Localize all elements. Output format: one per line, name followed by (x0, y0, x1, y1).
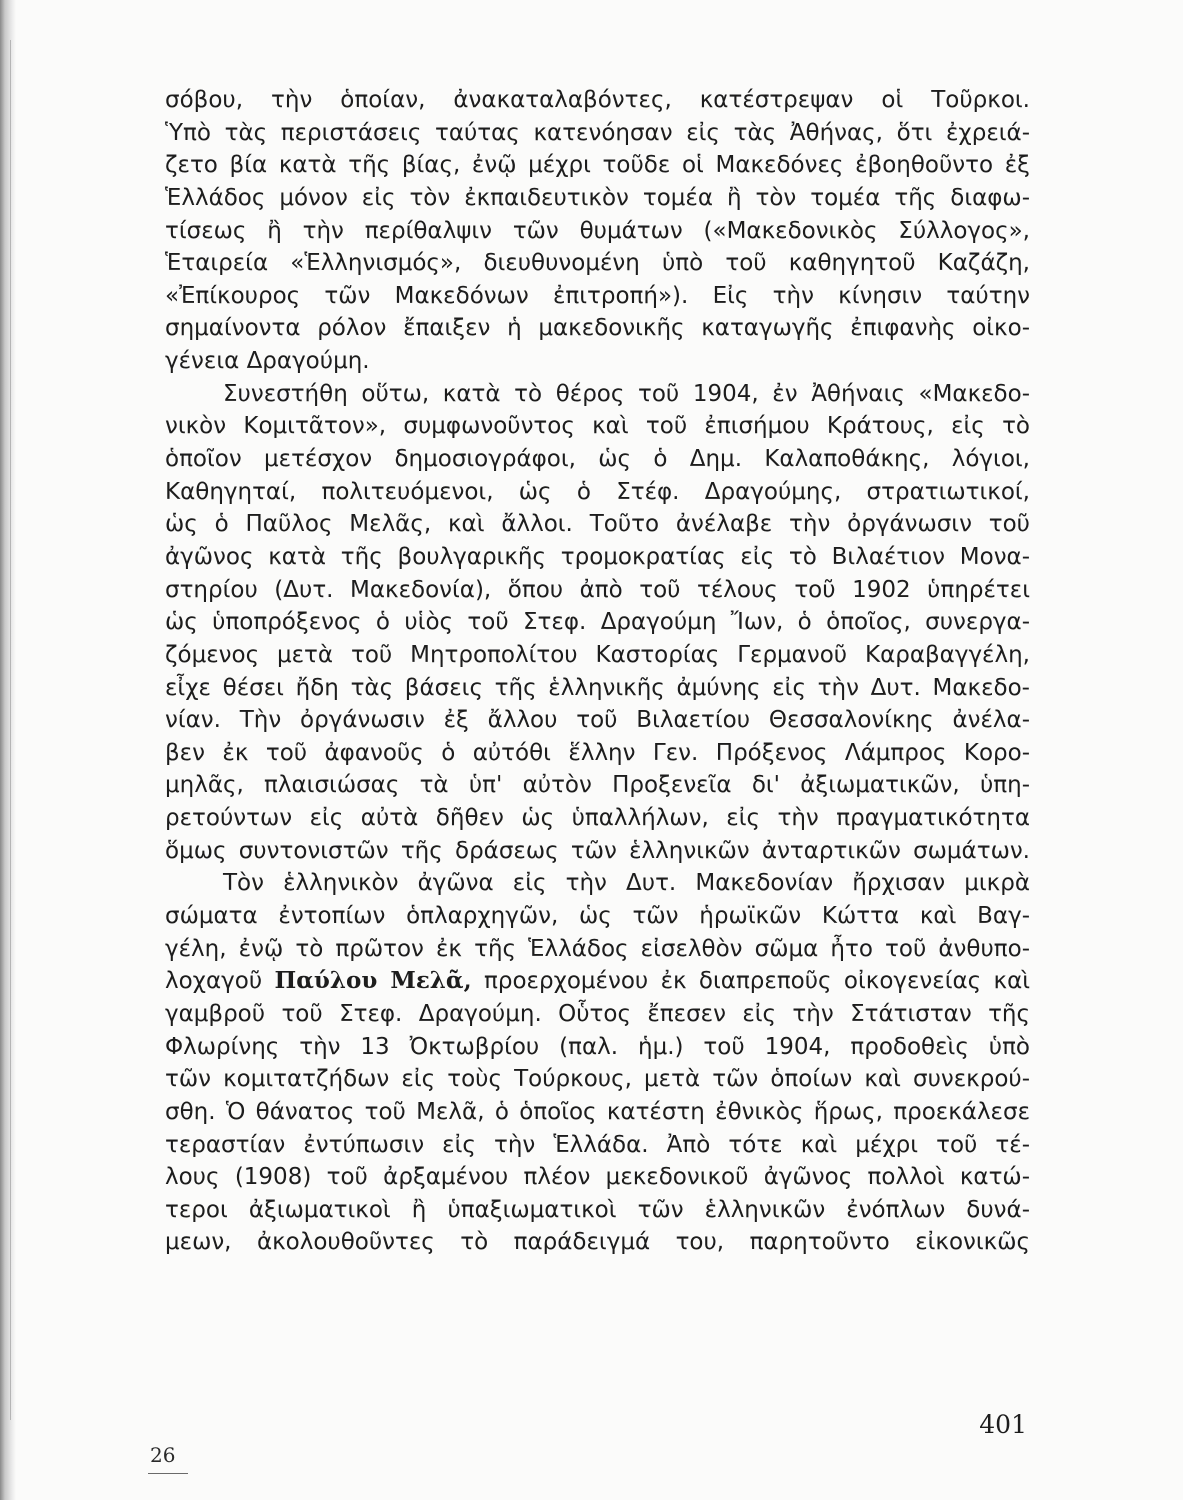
sheet-number-rule (148, 1473, 188, 1474)
body-text (165, 84, 1030, 1259)
text-line: γαμβροῦ τοῦ Στεφ. Δραγούμη. Οὗτος ἔπεσεν εἰς τὴν Στάτισταν τῆς (165, 1000, 1030, 1027)
text-line-with-name (165, 965, 1030, 998)
text-line: Ἑταιρεία «Ἑλληνισμός», διευθυνομένη ὑπὸ τοῦ καθηγητοῦ Καζάζη, (165, 250, 1030, 277)
text-line: τίσεως ἢ τὴν περίθαλψιν τῶν θυμάτων («Μακεδονικὸς Σύλλογος», (165, 217, 1030, 244)
text-line: ζετο βία κατὰ τῆς βίας, ἐνῷ μέχρι τοῦδε οἱ Μακεδόνες ἐβοηθοῦντο ἐξ (165, 152, 1030, 179)
text-line: ὁποῖον μετέσχον δημοσιογράφοι, ὡς ὁ Δημ. Καλαποθάκης, λόγιοι, (165, 446, 1030, 473)
text-line: νικὸν Κομιτᾶτον», συμφωνοῦντος καὶ τοῦ ἐπισήμου Κράτους, εἰς τὸ (165, 413, 1030, 440)
text-line: γένεια Δραγούμη. (165, 348, 370, 375)
text-line: ὡς ὁ Παῦλος Μελᾶς, καὶ ἄλλοι. Τοῦτο ἀνέλαβε τὴν ὀργάνωσιν τοῦ (165, 511, 1030, 538)
text-line: νίαν. Τὴν ὀργάνωσιν ἐξ ἄλλου τοῦ Βιλαετίου Θεσσαλονίκης ἀνέλα- (165, 707, 1030, 734)
text-line: ρετούντων εἰς αὐτὰ δῆθεν ὡς ὑπαλλήλων, εἰς τὴν πραγματικότητα (165, 805, 1030, 832)
page-fold-line (10, 40, 11, 1420)
text-fragment: προερχομένου ἐκ διαπρεποῦς οἰκογενείας καὶ (484, 968, 1031, 995)
text-line: εἶχε θέσει ἤδη τὰς βάσεις τῆς ἑλληνικῆς ἀμύνης εἰς τὴν Δυτ. Μακεδο- (165, 674, 1030, 701)
text-line: ἀγῶνος κατὰ τῆς βουλγαρικῆς τρομοκρατίας εἰς τὸ Βιλαέτιον Μονα- (165, 543, 1030, 570)
text-line: τῶν κομιτατζήδων εἰς τοὺς Τούρκους, μετὰ τῶν ὁποίων καὶ συνεκρού- (165, 1066, 1030, 1093)
text-line: Τὸν ἑλληνικὸν ἀγῶνα εἰς τὴν Δυτ. Μακεδονίαν ἤρχισαν μικρὰ (223, 870, 1030, 897)
text-line: ὡς ὑποπρόξενος ὁ υἱὸς τοῦ Στεφ. Δραγούμη Ἴων, ὁ ὁποῖος, συνεργα- (165, 609, 1030, 636)
text-line: μεων, ἀκολουθοῦντες τὸ παράδειγμά του, παρητοῦντο εἰκονικῶς (165, 1229, 1030, 1256)
text-line: τεροι ἀξιωματικοὶ ἢ ὑπαξιωματικοὶ τῶν ἑλληνικῶν ἐνόπλων δυνά- (165, 1196, 1030, 1223)
text-line: λους (1908) τοῦ ἀρξαμένου πλέον μεκεδονικοῦ ἀγῶνος πολλοὶ κατώ- (165, 1164, 1030, 1191)
text-line: σώματα ἐντοπίων ὁπλαρχηγῶν, ὡς τῶν ἡρωϊκῶν Κώττα καὶ Βαγ- (165, 903, 1030, 930)
text-line: ζόμενος μετὰ τοῦ Μητροπολίτου Καστορίας Γερμανοῦ Καραβαγγέλη, (165, 641, 1030, 668)
text-line: Ἑλλάδος μόνον εἰς τὸν ἐκπαιδευτικὸν τομέα ἢ τὸν τομέα τῆς διαφω- (165, 184, 1030, 211)
text-line: σημαίνοντα ρόλον ἔπαιξεν ἡ μακεδονικῆς καταγωγῆς ἐπιφανὴς οἰκο- (165, 315, 1030, 342)
text-line: βεν ἐκ τοῦ ἀφανοῦς ὁ αὐτόθι ἕλλην Γεν. Πρόξενος Λάμπρος Κορο- (165, 739, 1030, 766)
text-line: Καθηγηταί, πολιτευόμενοι, ὡς ὁ Στέφ. Δραγούμης, στρατιωτικοί, (165, 478, 1030, 505)
page-binding-edge (0, 0, 16, 1500)
text-line: «Ἐπίκουρος τῶν Μακεδόνων ἐπιτροπή»). Εἰς τὴν κίνησιν ταύτην (165, 282, 1030, 309)
text-line: τεραστίαν ἐντύπωσιν εἰς τὴν Ἑλλάδα. Ἀπὸ τότε καὶ μέχρι τοῦ τέ- (165, 1131, 1030, 1158)
sheet-number: 26 (150, 1443, 176, 1467)
text-fragment: λοχαγοῦ (165, 968, 263, 995)
page-number: 401 (979, 1410, 1027, 1439)
text-line: μηλᾶς, πλαισιώσας τὰ ὑπ' αὐτὸν Προξενεῖα δι' ἀξιωματικῶν, ὑπη- (165, 772, 1030, 799)
text-line: στηρίου (Δυτ. Μακεδονία), ὅπου ἀπὸ τοῦ τέλους τοῦ 1902 ὑπηρέτει (165, 576, 1030, 603)
text-line: Συνεστήθη οὕτω, κατὰ τὸ θέρος τοῦ 1904, ἐν Ἀθήναις «Μακεδο- (223, 380, 1030, 407)
bold-name-pavlos-melas: Παύλου Μελᾶ, (274, 967, 472, 995)
text-line: σθη. Ὁ θάνατος τοῦ Μελᾶ, ὁ ὁποῖος κατέστη ἐθνικὸς ἥρως, προεκάλεσε (165, 1098, 1030, 1125)
text-line: Ὑπὸ τὰς περιστάσεις ταύτας κατενόησαν εἰς τὰς Ἀθήνας, ὅτι ἐχρειά- (165, 119, 1030, 146)
text-line: γέλη, ἐνῷ τὸ πρῶτον ἐκ τῆς Ἑλλάδος εἰσελθὸν σῶμα ἦτο τοῦ ἀνθυπο- (165, 935, 1030, 962)
text-line: σόβου, τὴν ὁποίαν, ἀνακαταλαβόντες, κατέστρεψαν οἱ Τοῦρκοι. (165, 87, 1030, 113)
text-line: ὅμως συντονιστῶν τῆς δράσεως τῶν ἑλληνικῶν ἀνταρτικῶν σωμάτων. (165, 837, 1030, 864)
text-line: Φλωρίνης τὴν 13 Ὀκτωβρίου (παλ. ἡμ.) τοῦ 1904, προδοθεὶς ὑπὸ (165, 1033, 1030, 1060)
